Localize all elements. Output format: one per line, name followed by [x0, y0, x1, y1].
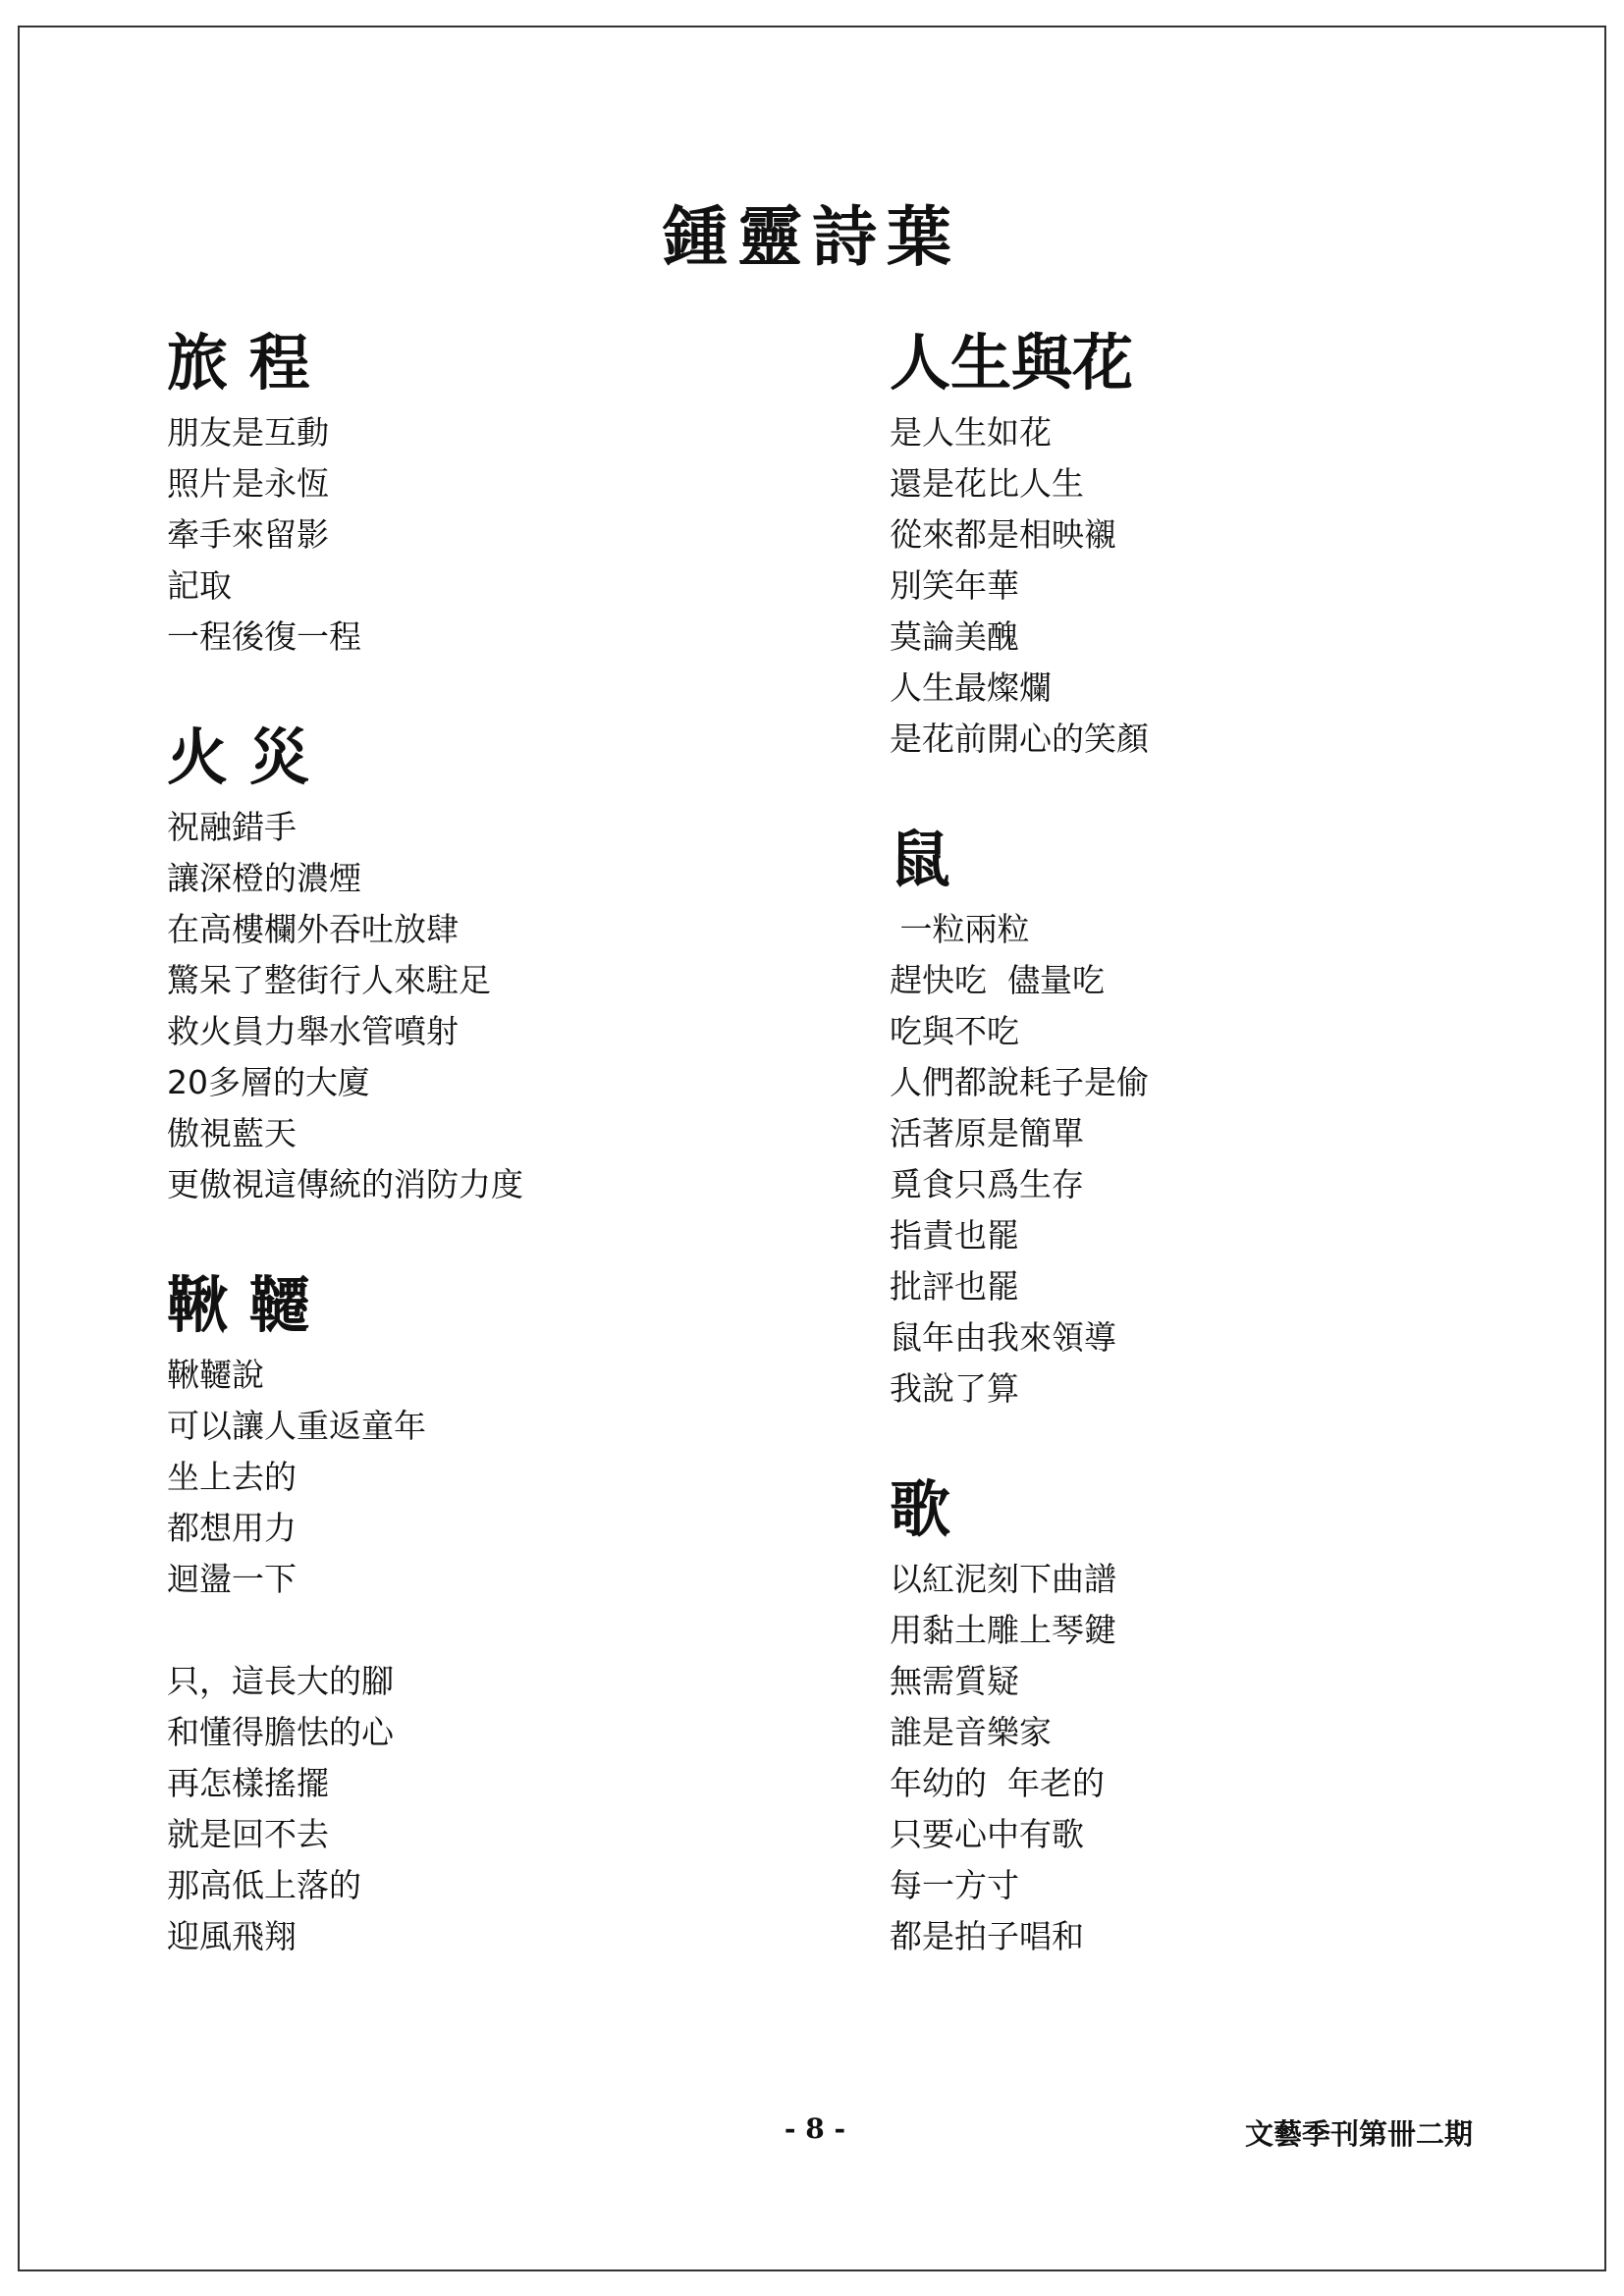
poem-line: 傲視藍天: [167, 1114, 297, 1152]
poem-line: 覓食只爲生存: [890, 1165, 1084, 1203]
poem-title: 歌: [890, 1473, 951, 1545]
poem-line: 我說了算: [890, 1369, 1019, 1408]
poem-line: 都想用力: [167, 1509, 297, 1547]
poem-line: 誰是音樂家: [890, 1713, 1052, 1751]
poem-title: 旅 程: [167, 327, 310, 399]
poem-line: 照片是永恆: [167, 464, 329, 503]
poem-stanza: [890, 407, 1518, 765]
poem-line: 記取: [167, 566, 232, 605]
poem-line: 那高低上落的: [167, 1866, 361, 1904]
poem-line: 以紅泥刻下曲譜: [890, 1560, 1116, 1598]
poem-line: 坐上去的: [167, 1458, 297, 1496]
poem-line: 就是回不去: [167, 1815, 329, 1853]
poem-line: 趕快吃 儘量吃: [890, 961, 1105, 999]
poem-line: 人們都說耗子是偷: [890, 1063, 1149, 1101]
poem-line: 都是拍子唱和: [890, 1917, 1084, 1955]
poem-stanza: [167, 1656, 795, 1962]
poem-line: 牽手來留影: [167, 515, 329, 554]
poem-line: 是人生如花: [890, 413, 1052, 452]
poem-line: 每一方寸: [890, 1866, 1019, 1904]
poem-line: 一程後復一程: [167, 617, 361, 656]
page-title: 鍾靈詩葉: [663, 198, 961, 275]
poem-line: 只，這長大的腳: [167, 1662, 394, 1700]
poem-line: 人生最燦爛: [890, 668, 1052, 707]
poem-line: 莫論美醜: [890, 617, 1019, 656]
poem-line: 批評也罷: [890, 1267, 1019, 1306]
poem: [167, 1261, 795, 1962]
page-number: - 8 -: [784, 2112, 846, 2145]
poem-line: 在高樓欄外吞吐放肆: [167, 910, 459, 948]
poem-line: 一粒兩粒: [890, 910, 1030, 948]
poem-line: 驚呆了整街行人來駐足: [167, 961, 491, 999]
poem-line: 迴盪一下: [167, 1560, 297, 1598]
poem-line: 別笑年華: [890, 566, 1019, 605]
poem-stanza: [167, 1350, 795, 1605]
poem-line: 祝融錯手: [167, 808, 297, 846]
poem-line: 用黏土雕上琴鍵: [890, 1611, 1116, 1649]
poem-line: 救火員力舉水管噴射: [167, 1012, 459, 1050]
poem: [890, 319, 1518, 765]
poem-line: 讓深橙的濃煙: [167, 859, 361, 897]
poem: [167, 319, 795, 663]
right-column: [890, 319, 1518, 2013]
poem-stanza: [167, 802, 795, 1210]
poem-line: 年幼的 年老的: [890, 1764, 1105, 1802]
poem-line: 可以讓人重返童年: [167, 1407, 426, 1445]
poem-line: 還是花比人生: [890, 464, 1084, 503]
poem-line: 鼠年由我來領導: [890, 1318, 1116, 1357]
magazine-issue: 文藝季刊第卌二期: [1244, 2117, 1473, 2151]
poem-line: 再怎樣搖擺: [167, 1764, 329, 1802]
poem-line: 鞦韆說: [167, 1356, 264, 1394]
poem-stanza: [890, 904, 1518, 1415]
poem-line: 朋友是互動: [167, 413, 329, 452]
poem-title: 人生與花: [890, 327, 1134, 399]
poem: [890, 816, 1518, 1415]
poem-line: 20多層的大廈: [167, 1063, 370, 1101]
poem-line: 更傲視這傳統的消防力度: [167, 1165, 523, 1203]
poem-title: 火 災: [167, 721, 310, 793]
poem-line: 無需質疑: [890, 1662, 1019, 1700]
poem-stanza: [167, 407, 795, 663]
poem-stanza: [890, 1554, 1518, 1962]
poem: [167, 714, 795, 1210]
poem-line: 是花前開心的笑顏: [890, 720, 1149, 758]
poem-line: 只要心中有歌: [890, 1815, 1084, 1853]
poem-line: 指責也罷: [890, 1216, 1019, 1255]
poem-line: 從來都是相映襯: [890, 515, 1116, 554]
left-column: [167, 319, 795, 2013]
poem: [890, 1466, 1518, 1962]
poem-line: 活著原是簡單: [890, 1114, 1084, 1152]
poem-line: 吃與不吃: [890, 1012, 1019, 1050]
poem-title: 鼠: [890, 824, 951, 895]
poem-line: 和懂得膽怯的心: [167, 1713, 394, 1751]
poem-line: 迎風飛翔: [167, 1917, 297, 1955]
poem-title: 鞦 韆: [167, 1269, 310, 1341]
